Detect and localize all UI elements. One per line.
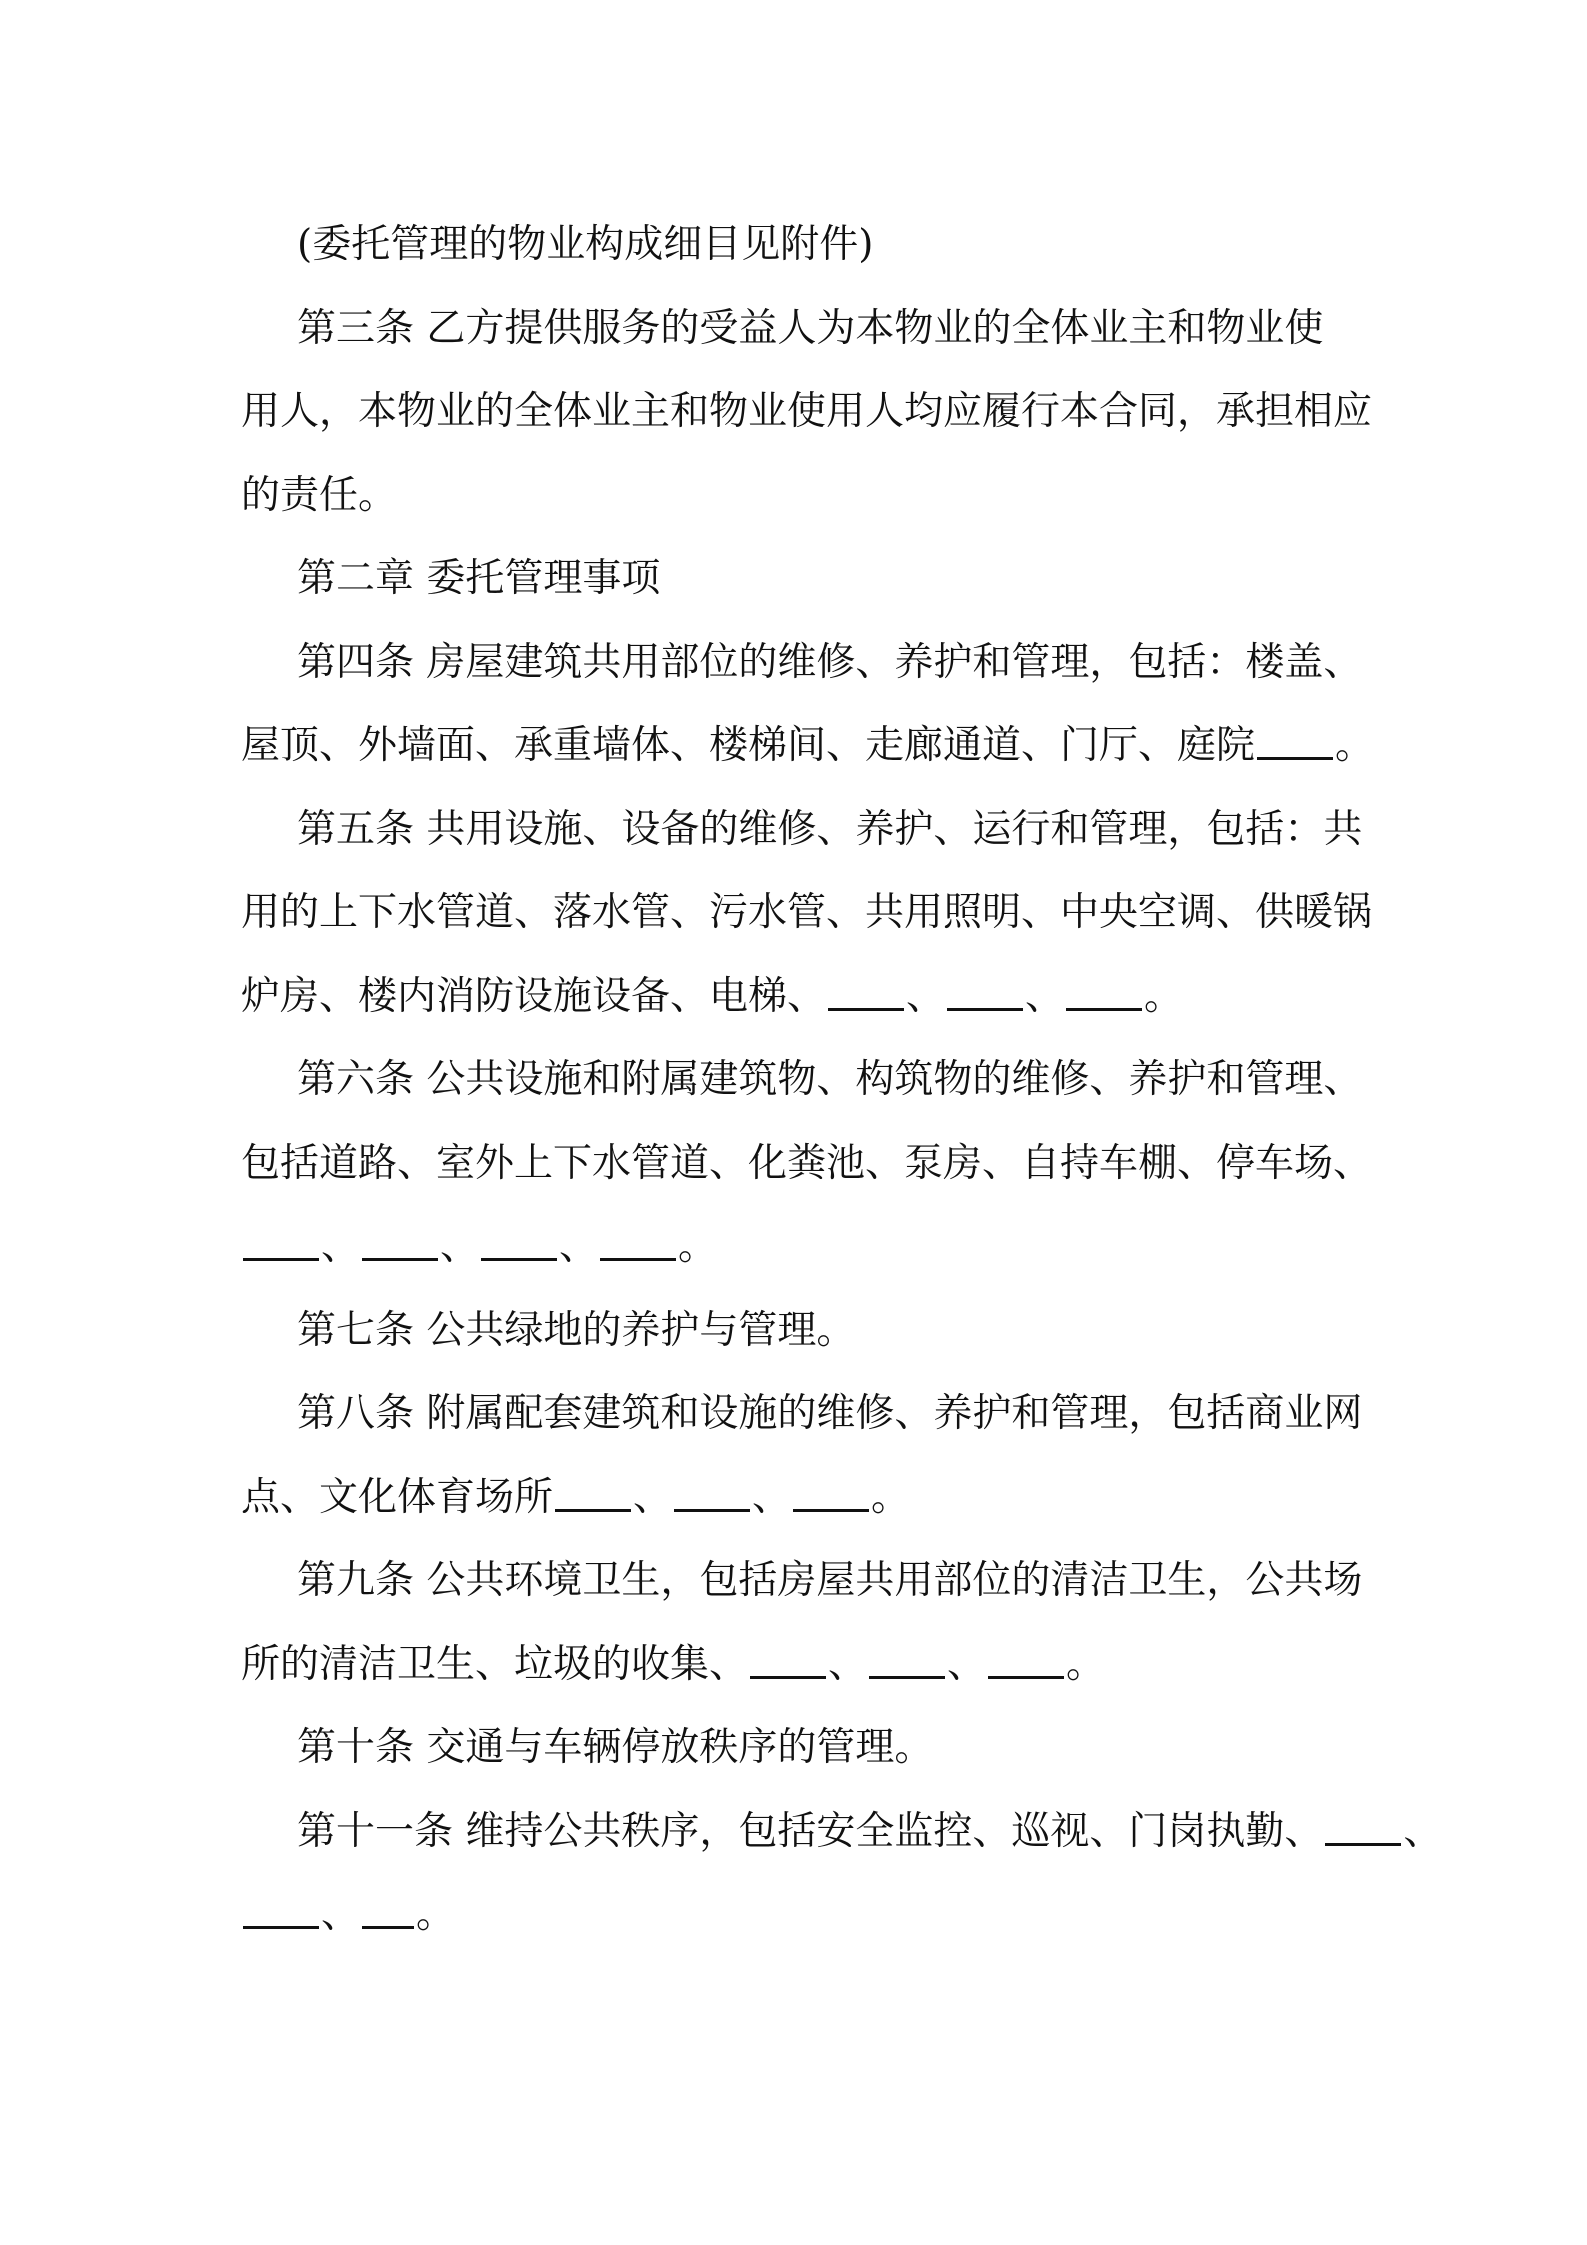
fill-in-blank[interactable] bbox=[674, 1479, 750, 1512]
fill-in-blank[interactable] bbox=[362, 1228, 438, 1261]
fill-in-blank[interactable] bbox=[869, 1646, 945, 1679]
text-line: 第十一条 维持公共秩序，包括安全监控、巡视、门岗执勤、 、 bbox=[297, 1808, 1443, 1854]
fill-in-blank[interactable] bbox=[750, 1646, 826, 1679]
text-line: 点、文化体育场所 、 、 。 bbox=[241, 1474, 911, 1520]
text-line: 第五条 共用设施、设备的维修、养护、运行和管理，包括：共 bbox=[297, 806, 1363, 852]
fill-in-blank[interactable] bbox=[481, 1228, 557, 1261]
fill-in-blank[interactable] bbox=[947, 978, 1023, 1011]
text-line: 用人，本物业的全体业主和物业使用人均应履行本合同，承担相应 bbox=[241, 389, 1373, 434]
text-line: 屋顶、外墙面、承重墙体、楼梯间、走廊通道、门厅、庭院 。 bbox=[241, 723, 1375, 768]
article-3 bbox=[241, 287, 1373, 538]
text-line: 第六条 公共设施和附属建筑物、构筑物的维修、养护和管理、 bbox=[297, 1057, 1363, 1102]
article-6 bbox=[241, 1038, 1373, 1289]
text-line: 第四条 房屋建筑共用部位的维修、养护和管理，包括：楼盖、 bbox=[297, 639, 1363, 685]
text-line: 第三条 乙方提供服务的受益人为本物业的全体业主和物业使 bbox=[297, 305, 1324, 351]
fill-in-blank[interactable] bbox=[1325, 1813, 1401, 1846]
fill-in-blank[interactable] bbox=[600, 1228, 676, 1261]
text-line: 第八条 附属配套建筑和设施的维修、养护和管理，包括商业网 bbox=[297, 1391, 1363, 1436]
text-line: 、 、 、 。 bbox=[241, 1205, 1359, 1289]
fill-in-blank[interactable] bbox=[828, 978, 904, 1011]
article-9 bbox=[241, 1539, 1363, 1706]
text-line: 、 。 bbox=[241, 1873, 1359, 1957]
text-line: 所的清洁卫生、垃圾的收集、 、 、 。 bbox=[241, 1641, 1106, 1687]
text-line: 第二章 委托管理事项 bbox=[297, 556, 661, 601]
text-line: 的责任。 bbox=[241, 472, 398, 518]
article-8 bbox=[241, 1372, 1363, 1539]
fill-in-blank[interactable] bbox=[1257, 727, 1333, 760]
article-4 bbox=[241, 621, 1375, 788]
article-11 bbox=[241, 1790, 1443, 1957]
text-line: 第九条 公共环境卫生，包括房屋共用部位的清洁卫生，公共场 bbox=[297, 1558, 1363, 1603]
text-line: 包括道路、室外上下水管道、化粪池、泵房、自持车棚、停车场、 bbox=[241, 1140, 1373, 1186]
article-5 bbox=[241, 788, 1373, 1039]
fill-in-blank[interactable] bbox=[243, 1228, 319, 1261]
fill-in-blank[interactable] bbox=[793, 1479, 869, 1512]
fill-in-blank[interactable] bbox=[555, 1479, 631, 1512]
fill-in-blank[interactable] bbox=[1066, 978, 1142, 1011]
text-line: 用的上下水管道、落水管、污水管、共用照明、中央空调、供暖锅 bbox=[241, 890, 1373, 935]
article-10 bbox=[241, 1706, 1359, 1790]
document-body bbox=[241, 203, 1443, 1957]
chapter-2-heading bbox=[241, 537, 1359, 621]
fill-in-blank[interactable] bbox=[988, 1646, 1064, 1679]
text-line: (委托管理的物业构成细目见附件) bbox=[297, 222, 874, 267]
fill-in-blank[interactable] bbox=[243, 1896, 319, 1929]
text-line: 第七条 公共绿地的养护与管理。 bbox=[297, 1307, 856, 1353]
text-line: 第十条 交通与车辆停放秩序的管理。 bbox=[297, 1725, 934, 1770]
text-line: 炉房、楼内消防设施设备、电梯、 、 、 。 bbox=[241, 973, 1184, 1019]
fill-in-blank[interactable] bbox=[362, 1896, 414, 1929]
article-7 bbox=[241, 1289, 1359, 1373]
attachment-note bbox=[241, 203, 1359, 287]
